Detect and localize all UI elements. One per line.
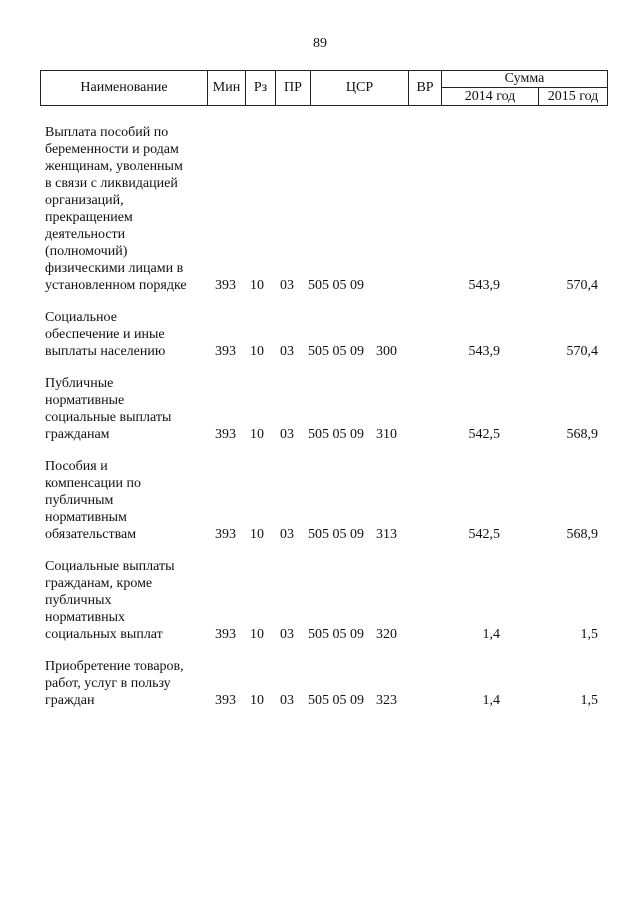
table-body <box>0 124 640 724</box>
row-vr: 310 <box>376 427 397 442</box>
header-year-2015: 2015 год <box>547 88 599 104</box>
row-pr: 03 <box>280 527 294 542</box>
table-row <box>0 124 640 294</box>
row-vr: 300 <box>376 344 397 359</box>
row-sum-2015: 1,5 <box>580 627 598 642</box>
row-vr: 313 <box>376 527 397 542</box>
row-min: 393 <box>215 427 236 442</box>
row-name: Пособия и компенсации по публичным нормативным обязательствам <box>45 459 141 542</box>
row-sum-2015: 568,9 <box>566 527 598 542</box>
row-vr: 320 <box>376 627 397 642</box>
row-pr: 03 <box>280 627 294 642</box>
row-sum-2015: 1,5 <box>580 693 598 708</box>
row-name: Социальное обеспечение и иные выплаты населению <box>45 310 166 359</box>
header-name: Наименование <box>41 71 208 105</box>
row-min: 393 <box>215 693 236 708</box>
row-pr: 03 <box>280 693 294 708</box>
table-row <box>0 658 640 709</box>
row-vr: 323 <box>376 693 397 708</box>
row-name: Социальные выплаты гражданам, кроме публичных нормативных социальных выплат <box>45 559 175 642</box>
row-sum-2015: 568,9 <box>566 427 598 442</box>
row-rz: 10 <box>250 427 264 442</box>
row-sum-2015: 570,4 <box>566 344 598 359</box>
row-sum-2014: 543,9 <box>468 344 500 359</box>
row-csr: 505 05 09 <box>308 427 364 442</box>
row-name: Выплата пособий по беременности и родам женщинам, уволенным в связи с ликвидацией организаций, прекращением деятельности (полномочий) физическими лицами в установленном порядке <box>45 125 187 293</box>
row-sum-2014: 542,5 <box>468 427 500 442</box>
table-header <box>40 70 608 106</box>
row-csr: 505 05 09 <box>308 693 364 708</box>
row-min: 393 <box>215 344 236 359</box>
row-sum-2014: 1,4 <box>482 693 500 708</box>
row-csr: 505 05 09 <box>308 278 364 293</box>
row-csr: 505 05 09 <box>308 627 364 642</box>
header-min: Мин <box>208 71 246 105</box>
header-csr: ЦСР <box>311 71 409 105</box>
row-csr: 505 05 09 <box>308 344 364 359</box>
row-name: Приобретение товаров, работ, услуг в пользу граждан <box>45 659 184 708</box>
row-name: Публичные нормативные социальные выплаты гражданам <box>45 376 172 442</box>
row-min: 393 <box>215 627 236 642</box>
row-rz: 10 <box>250 527 264 542</box>
row-min: 393 <box>215 278 236 293</box>
row-min: 393 <box>215 527 236 542</box>
row-rz: 10 <box>250 627 264 642</box>
row-rz: 10 <box>250 693 264 708</box>
row-rz: 10 <box>250 344 264 359</box>
header-rz: Рз <box>246 71 276 105</box>
row-sum-2014: 1,4 <box>482 627 500 642</box>
header-year-2014: 2014 год <box>442 88 539 105</box>
row-csr: 505 05 09 <box>308 527 364 542</box>
header-pr: ПР <box>276 71 311 105</box>
table-row <box>0 375 640 443</box>
header-vr: ВР <box>409 71 442 105</box>
row-pr: 03 <box>280 344 294 359</box>
row-pr: 03 <box>280 427 294 442</box>
row-sum-2014: 542,5 <box>468 527 500 542</box>
header-sum: Сумма <box>442 71 607 88</box>
row-sum-2014: 543,9 <box>468 278 500 293</box>
row-sum-2015: 570,4 <box>566 278 598 293</box>
page-number: 89 <box>313 36 327 51</box>
table-row <box>0 558 640 643</box>
row-rz: 10 <box>250 278 264 293</box>
row-pr: 03 <box>280 278 294 293</box>
table-row <box>0 458 640 543</box>
table-row <box>0 309 640 360</box>
